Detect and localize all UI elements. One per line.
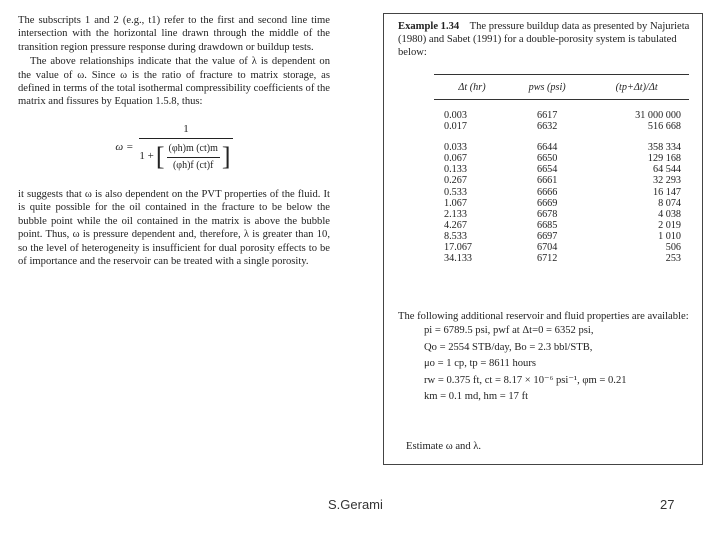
example-box	[383, 13, 703, 465]
buildup-data-table	[434, 74, 689, 264]
bracket-open-icon: [	[155, 142, 165, 172]
table-row: 2.133 6678 4 038	[444, 208, 681, 220]
formula-inner-top: (φh)m (ct)m	[167, 142, 220, 157]
properties-intro: The following additional reservoir and fluid properties are available:	[398, 311, 689, 322]
formula-denominator	[139, 138, 232, 172]
table-row: 0.533 6666 16 147	[444, 186, 681, 198]
formula-lhs: ω =	[115, 140, 134, 153]
table-header-row	[434, 75, 689, 100]
property-line: Qo = 2554 STB/day, Bo = 2.3 bbl/STB,	[424, 341, 593, 353]
paragraph-pvt: it suggests that ω is also dependent on the PVT properties of the fluid. It is quite possible for the oil contained in the fracture to be below the bubble point while the oil contained in the matrix is above the bubble point. Thus, ω is pressure dependent and, therefore, λ is greater than 10, so the level of heterogeneity is insufficient for dual porosity effects to be of importance and the reservoir can be treated with a single porosity.	[18, 189, 330, 268]
table-row: 4.267 6685 2 019	[444, 219, 681, 231]
table-row: 0.067 6650 129 168	[444, 153, 681, 165]
left-text-column	[18, 14, 330, 270]
table-row: 1.067 6669 8 074	[444, 197, 681, 209]
header-delta-t: Δt (hr)	[434, 75, 510, 100]
example-intro	[398, 20, 694, 59]
example-label: Example 1.34	[398, 21, 460, 32]
table-row: 8.533 6697 1 010	[444, 230, 681, 242]
property-line: pi = 6789.5 psi, pwf at Δt=0 = 6352 psi,	[424, 325, 594, 336]
example-intro-text: The pressure buildup data as presented by Najurieta (1980) and Sabet (1991) for a double-porosity system is tabulated below:	[398, 21, 690, 58]
footer-author: S.Gerami	[328, 497, 383, 512]
table-row: 0.003 6617 31 000 000	[444, 110, 681, 121]
table-row: 0.033 6644 358 334	[444, 142, 681, 154]
properties-block	[398, 310, 694, 406]
formula-inner-fraction	[167, 142, 220, 172]
bracket-close-icon: ]	[221, 142, 231, 172]
table-row: 0.017 6632 516 668	[444, 121, 681, 133]
formula-den-one: 1 +	[139, 150, 154, 163]
property-line: rw = 0.375 ft, ct = 8.17 × 10⁻⁶ psi⁻¹, φm = 0.21	[424, 374, 627, 386]
table-row: 0.133 6654 64 544	[444, 164, 681, 176]
formula-fraction	[139, 123, 232, 172]
formula-inner-bottom: (φh)f (ct)f	[172, 159, 214, 171]
table-row: 0.267 6661 32 293	[444, 175, 681, 187]
formula-numerator: 1	[183, 122, 189, 135]
page-number: 27	[660, 497, 675, 512]
table-row: 17.067 6704 506	[444, 242, 681, 254]
paragraph-subscripts: The subscripts 1 and 2 (e.g., t1) refer to the first and second line time intersection with the horizontal line drawn through the middle of the transition region pressure response during drawdown or buildup tests.	[18, 15, 330, 53]
header-horner: (tp+Δt)/Δt	[584, 75, 689, 100]
omega-formula	[18, 123, 330, 172]
paragraph-relationships: The above relationships indicate that the value of λ is dependent on the value of ω. Since ω is the ratio of fracture to matrix storage, as defined in terms of the total isothermal compressibility coefficients of the matrix and fissures by Equation 1.5.8, thus:	[18, 56, 330, 108]
property-line: μo = 1 cp, tp = 8611 hours	[424, 358, 536, 369]
header-pws: pws (psi)	[510, 75, 584, 100]
property-line: km = 0.1 md, hm = 17 ft	[424, 391, 529, 402]
table-row: 34.133 6712 253	[444, 253, 681, 265]
estimate-instruction: Estimate ω and λ.	[406, 441, 482, 452]
